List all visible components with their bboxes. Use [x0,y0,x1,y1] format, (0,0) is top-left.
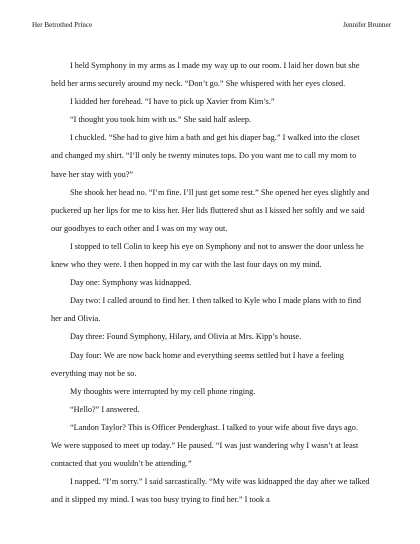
paragraph: Day three: Found Symphony, Hilary, and Olivia at Mrs. Kipp’s house. [70,332,302,342]
paragraph: I kidded her forehead. “I have to pick up Xavier from Kim’s.” [70,97,275,107]
paragraph: I held Symphony in my arms as I made my way up to our room. I laid her down but she held her arms securely around my neck. “Don’t go.” She whispered with her eyes closed. [51,61,360,89]
body-text [51,57,370,509]
paragraph: I chuckled. “She had to give him a bath and get his diaper bag.” I walked into the closet and changed my shirt. “I’ll only be twenty minutes tops. Do you want me to call my mom to have her stay with you?” [51,133,360,179]
author-name-header: Jennifer Brunner [343,21,391,29]
paragraph: “Landon Taylor? This is Officer Penderghast. I talked to your wife about five days ago. We were supposed to meet up today.” He paused. “I was just wandering why I wasn’t at least contacted that you wouldn’t be attending.” [51,422,359,469]
paragraph: I stopped to tell Colin to keep his eye on Symphony and not to answer the door unless he knew who they were. I then hopped in my car with the last four days on my mind. [51,241,364,270]
book-title-header: Her Betrothed Prince [32,21,93,29]
paragraph: Day two: I called around to find her. I then talked to Kyle who I made plans with to find her and Olivia. [51,296,361,324]
paragraph: Day one: Symphony was kidnapped. [70,278,192,288]
paragraph: Day four: We are now back home and everything seems settled but I have a feeling everything may not be so. [51,350,344,378]
paragraph: I napped. “I’m sorry.” I said sarcastically. “My wife was kidnapped the day after we talked and it slipped my mind. I was too busy trying to find her.” I took a [51,477,370,505]
paragraph: “I thought you took him with us.” She said half asleep. [70,115,252,125]
running-header [32,20,391,30]
paragraph: She shook her head no. “I’m fine. I’ll just get some rest.” She opened her eyes slightly and puckered up her lips for me to kiss her. Her lids fluttered shut as I kissed her softly and we said our goodbyes to each other and I was on my way out. [51,187,370,233]
paragraph: My thoughts were interrupted by my cell phone ringing. [70,386,256,396]
paragraph: “Hello?” I answered. [70,404,140,414]
